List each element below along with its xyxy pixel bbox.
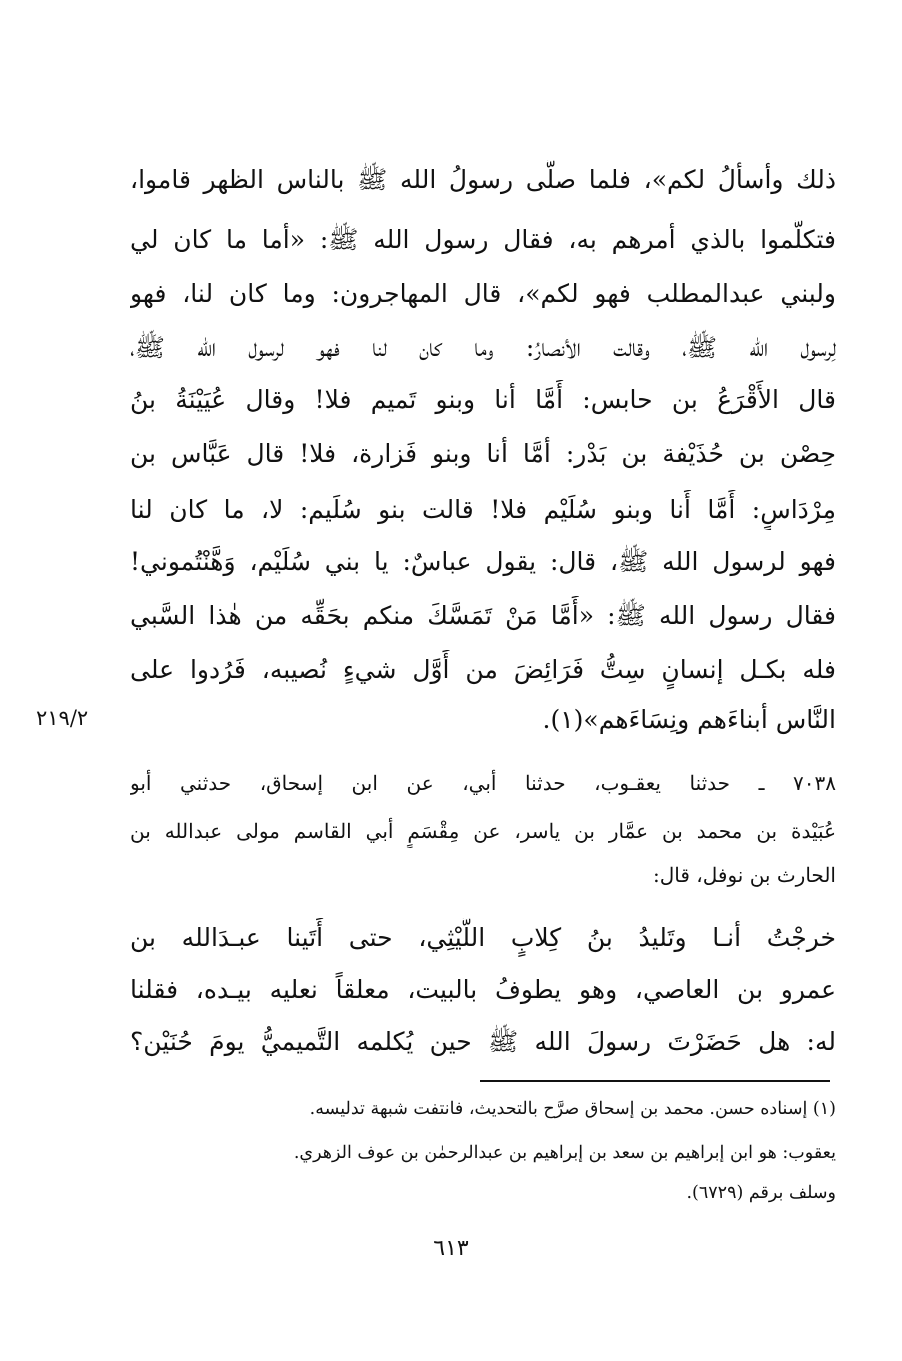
main-text-line: خرجْتُ أنـا وتَليدُ بنُ كِلابٍ اللَّيْثِي، حتى أَتَينا عبـدَالله بن [130, 923, 836, 952]
main-text-line: فقال رسول الله ﷺ: «أَمَّا مَنْ تَمَسَّكَ منكم بحَقِّه من هٰذا السَّبي [130, 601, 836, 630]
margin-volume-page-reference: ٢١٩/٢ [36, 706, 89, 730]
main-text-line: ولبني عبدالمطلب فهو لكم»، قال المهاجرون: وما كان لنا، فهو [130, 279, 836, 308]
footnote-line: (١) إسناده حسن. محمد بن إسحاق صرَّح بالتحديث، فانتفت شبهة تدليسه. [309, 1099, 836, 1119]
hadith-chain-line: ٧٠٣٨ ـ حدثنا يعقـوب، حدثنا أبي، عن ابن إسحاق، حدثني أبو [130, 771, 836, 795]
main-text-line: قال الأَقْرَعُ بن حابس: أَمَّا أنا وبنو تَميم فلا! وقال عُيَيْنَةُ بنُ [130, 385, 836, 414]
footnote-separator [480, 1080, 830, 1082]
main-text-line: النَّاس أبناءَهم ونِسَاءَهم»(١). [542, 705, 836, 734]
main-text-line: فتكلَّموا بالذي أمرهم به، فقال رسول الله ﷺ: «أما ما كان لي [130, 225, 836, 254]
hadith-chain-line: الحارث بن نوفل، قال: [653, 863, 836, 887]
main-text-line: لِرسول الله ﷺ، وقالت الأنصارُ: وما كان لنا فهو لرسول الله ﷺ، [130, 333, 836, 362]
main-text-line: ذلك وأسألُ لكم»، فلما صلَّى رسولُ الله ﷺ بالناس الظهر قاموا، [130, 165, 836, 194]
hadith-chain-line: عُبَيْدة بن محمد بن عمَّار بن ياسر، عن مِقْسَمٍ أبي القاسم مولى عبدالله بن [130, 819, 836, 843]
main-text-line: فهو لرسول الله ﷺ، قال: يقول عباسٌ: يا بني سُلَيْم، وَهَّنْتُموني! [130, 547, 836, 576]
main-text-line: مِرْدَاسٍ: أَمَّا أَنا وبنو سُلَيْم فلا! قالت بنو سُلَيم: لا، ما كان لنا [130, 495, 836, 524]
main-text-line: له: هل حَضَرْتَ رسولَ الله ﷺ حين يُكلمه التَّميميُّ يومَ حُنَيْن؟ [130, 1027, 836, 1056]
main-text-line: فله بكـل إنسانٍ سِتُّ فَرَائِضَ من أَوَّل شيءٍ نُصيبه، فَرُدوا على [130, 655, 836, 684]
main-text-line: عمرو بن العاصي، وهو يطوفُ بالبيت، معلقاً نعليه بيـده، فقلنا [130, 975, 836, 1004]
page-number: ٦١٣ [433, 1236, 469, 1261]
footnote-line: يعقوب: هو ابن إبراهيم بن سعد بن إبراهيم بن عبدالرحمٰن بن عوف الزهري. [293, 1143, 836, 1163]
main-text-line: حِصْن بن حُذَيْفة بن بَدْر: أمَّا أنا وبنو فَزارة، فلا! قال عَبَّاس بن [130, 439, 836, 468]
footnote-line: وسلف برقم (٦٧٢٩). [686, 1183, 836, 1203]
